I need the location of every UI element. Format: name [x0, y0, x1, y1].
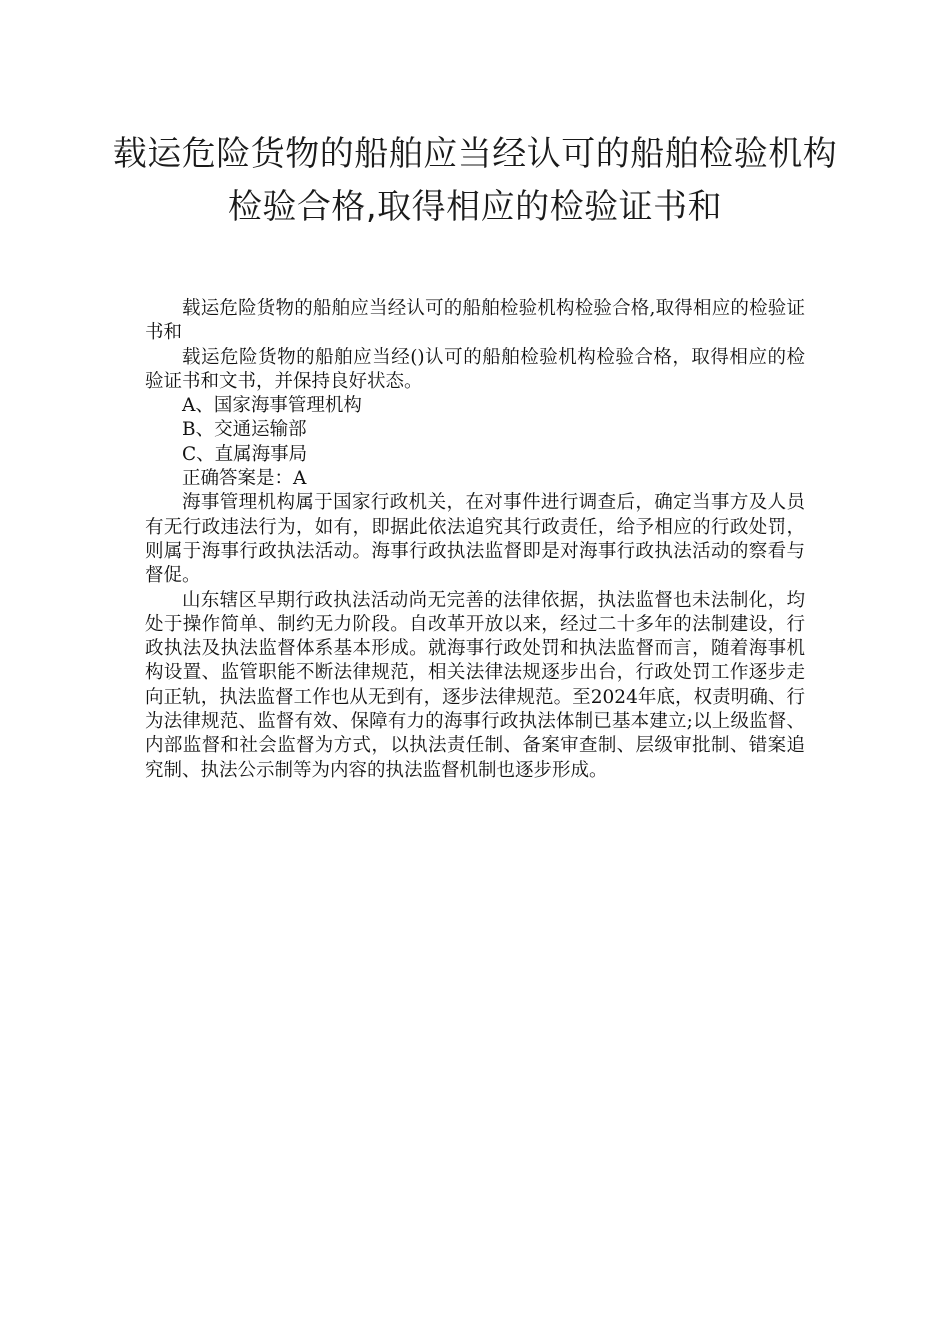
- document-title: 载运危险货物的船舶应当经认可的船舶检验机构检验合格,取得相应的检验证书和: [112, 134, 838, 227]
- option-a: A、国家海事管理机构: [182, 395, 362, 417]
- option-b: B、交通运输部: [182, 419, 307, 441]
- option-c: C、直属海事局: [182, 443, 308, 465]
- explanation-paragraph: 海事管理机构属于国家行政机关，在对事件进行调查后，确定当事方及人员有无行政违法行为，如有，即据此依法追究其行政责任，给予相应的行政处罚，则属于海事行政执法活动。海事行政执法监督即是对海事行政执法活动的察看与督促。: [145, 492, 805, 587]
- correct-answer: 正确答案是：A: [182, 468, 307, 490]
- intro-paragraph: 载运危险货物的船舶应当经认可的船舶检验机构检验合格,取得相应的检验证书和: [145, 298, 805, 344]
- document-body: [145, 297, 805, 783]
- question-paragraph: 载运危险货物的船舶应当经()认可的船舶检验机构检验合格，取得相应的检验证书和文书，并保持良好状态。: [145, 346, 805, 392]
- history-paragraph: 山东辖区早期行政执法活动尚无完善的法律依据，执法监督也未法制化，均处于操作简单、制约无力阶段。自改革开放以来，经过二十多年的法制建设，行政执法及执法监督体系基本形成。就海事行政处罚和执法监督而言，随着海事机构设置、监管职能不断法律规范，相关法律法规逐步出台，行政处罚工作逐步走向正轨，执法监督工作也从无到有，逐步法律规范。至2024年底，权责明确、行为法律规范、监督有效、保障有力的海事行政执法体制已基本建立;以上级监督、内部监督和社会监督为方式，以执法责任制、备案审查制、层级审批制、错案追究制、执法公示制等为内容的执法监督机制也逐步形成。: [145, 589, 805, 781]
